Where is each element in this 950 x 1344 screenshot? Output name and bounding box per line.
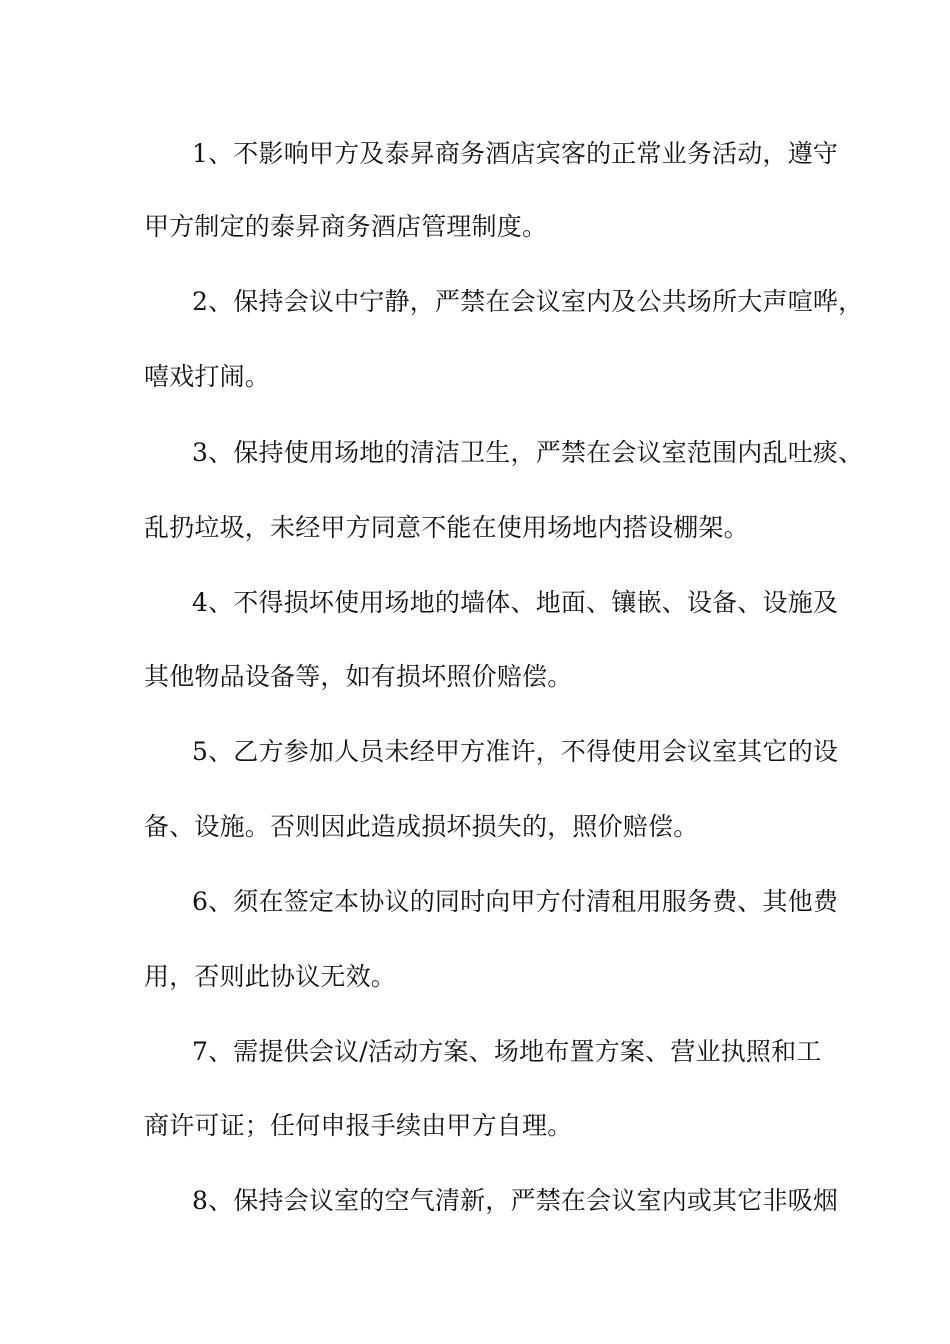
clause-5-line-2: 备、设施。否则因此造成损坏损失的，照价赔偿。	[144, 812, 699, 841]
clause-7-line-2: 商许可证；任何申报手续由甲方自理。	[144, 1111, 573, 1140]
clause-2-line-2: 嘻戏打闹。	[144, 362, 271, 391]
clause-1-line-2: 甲方制定的泰昇商务酒店管理制度。	[144, 212, 548, 241]
clause-2-line-1: 2、保持会议中宁静，严禁在会议室内及公共场所大声喧哗，	[192, 287, 864, 316]
clause-7-line-1: 7、需提供会议/活动方案、场地布置方案、营业执照和工	[192, 1037, 822, 1066]
clause-1-line-1: 1、不影响甲方及泰昇商务酒店宾客的正常业务活动，遵守	[192, 139, 839, 168]
clause-4-line-2: 其他物品设备等，如有损坏照价赔偿。	[144, 662, 573, 691]
clause-4-line-1: 4、不得损坏使用场地的墙体、地面、镶嵌、设备、设施及	[192, 588, 839, 617]
clause-6-line-2: 用，否则此协议无效。	[144, 962, 397, 991]
clause-5-line-1: 5、乙方参加人员未经甲方准许，不得使用会议室其它的设	[192, 737, 839, 766]
clause-3-line-1: 3、保持使用场地的清洁卫生，严禁在会议室范围内乱吐痰、	[192, 438, 864, 467]
clause-6-line-1: 6、须在签定本协议的同时向甲方付清租用服务费、其他费	[192, 887, 839, 916]
clause-8-line-1: 8、保持会议室的空气清新，严禁在会议室内或其它非吸烟	[192, 1186, 839, 1215]
clause-3-line-2: 乱扔垃圾，未经甲方同意不能在使用场地内搭设棚架。	[144, 513, 749, 542]
